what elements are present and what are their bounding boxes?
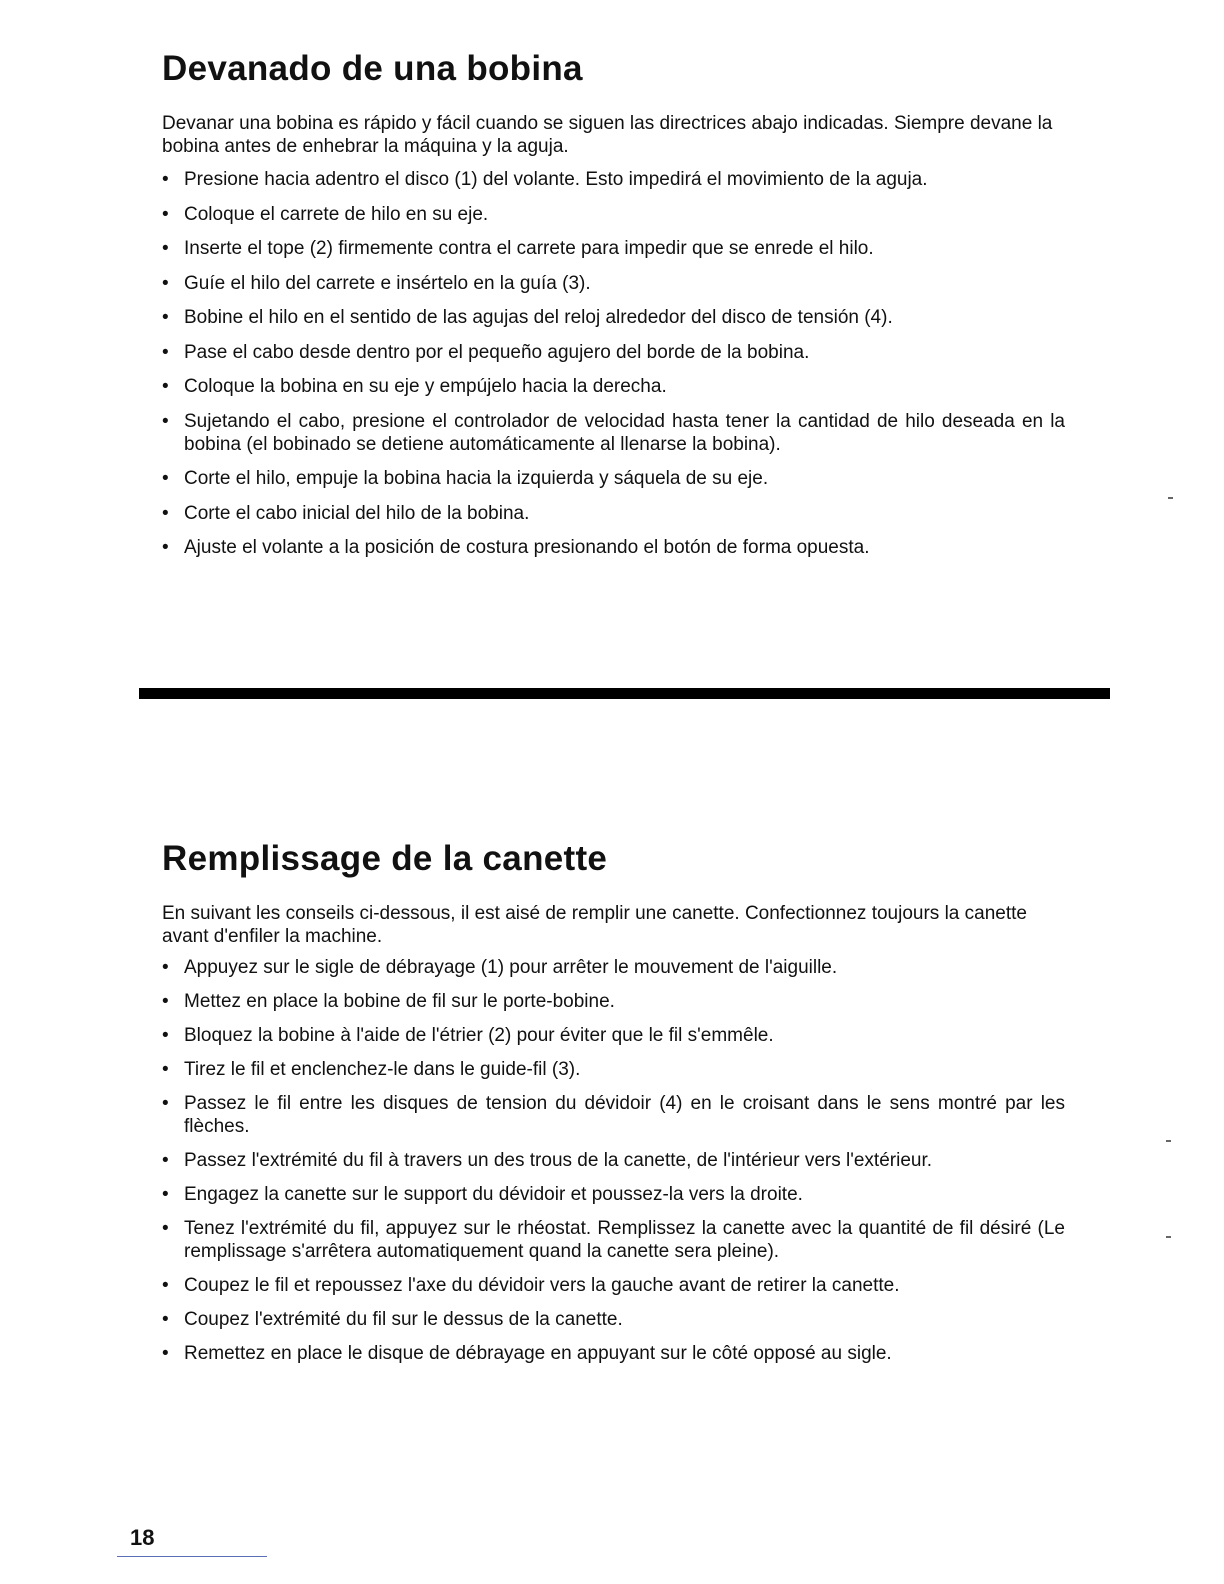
list-item-text: Passez l'extrémité du fil à travers un des trous de la canette, de l'intérieur vers l'extérieur. bbox=[184, 1150, 933, 1171]
bullet-icon: • bbox=[162, 1150, 169, 1171]
bullet-icon: • bbox=[162, 1275, 169, 1296]
scan-speck bbox=[1166, 1236, 1171, 1238]
page-footer-rule bbox=[117, 1556, 267, 1557]
list-item-text: Presione hacia adentro el disco (1) del volante. Esto impedirá el movimiento de la aguja. bbox=[184, 169, 928, 190]
list-item-text: Ajuste el volante a la posición de costura presionando el botón de forma opuesta. bbox=[184, 537, 870, 558]
list-item-text: Corte el cabo inicial del hilo de la bobina. bbox=[184, 502, 530, 524]
list-item-text: Mettez en place la bobine de fil sur le porte-bobine. bbox=[184, 991, 615, 1012]
list-item-text: Passez le fil entre les disques de tension du dévidoir (4) en le croisant dans le sens montré par les flèches. bbox=[184, 1093, 1065, 1137]
bullet-icon: • bbox=[162, 307, 169, 328]
spanish-title: Devanado de una bobina bbox=[162, 49, 583, 88]
list-item bbox=[160, 272, 1065, 295]
bullet-icon: • bbox=[162, 991, 169, 1012]
bullet-icon: • bbox=[162, 957, 169, 978]
list-item-text: Inserte el tope (2) firmemente contra el carrete para impedir que se enrede el hilo. bbox=[184, 238, 874, 259]
list-item bbox=[160, 341, 1065, 364]
bullet-icon: • bbox=[162, 238, 169, 259]
scan-speck bbox=[1166, 1140, 1171, 1142]
bullet-icon: • bbox=[162, 272, 169, 294]
spanish-section bbox=[160, 48, 1065, 571]
bullet-icon: • bbox=[162, 537, 169, 558]
list-item-text: Corte el hilo, empuje la bobina hacia la izquierda y sáquela de su eje. bbox=[184, 468, 769, 489]
list-item-text: Appuyez sur le sigle de débrayage (1) pour arrêter le mouvement de l'aiguille. bbox=[184, 957, 838, 978]
list-item bbox=[160, 1183, 1065, 1206]
list-item-text: Pase el cabo desde dentro por el pequeño agujero del borde de la bobina. bbox=[184, 341, 810, 363]
list-item bbox=[160, 502, 1065, 525]
bullet-icon: • bbox=[162, 341, 169, 363]
list-item bbox=[160, 168, 1065, 191]
list-item-text: Coupez l'extrémité du fil sur le dessus de la canette. bbox=[184, 1309, 623, 1330]
bullet-icon: • bbox=[162, 1184, 169, 1205]
list-item bbox=[160, 990, 1065, 1013]
bullet-icon: • bbox=[162, 203, 169, 225]
list-item bbox=[160, 536, 1065, 559]
list-item bbox=[160, 375, 1065, 398]
french-title: Remplissage de la canette bbox=[162, 839, 608, 878]
list-item bbox=[160, 1058, 1065, 1081]
list-item bbox=[160, 467, 1065, 490]
list-item bbox=[160, 410, 1065, 456]
bullet-icon: • bbox=[162, 1059, 169, 1080]
list-item bbox=[160, 1217, 1065, 1263]
list-item bbox=[160, 203, 1065, 226]
list-item-text: Coupez le fil et repoussez l'axe du dévidoir vers la gauche avant de retirer la canette. bbox=[184, 1275, 900, 1296]
french-intro: En suivant les conseils ci-dessous, il est aisé de remplir une canette. Confectionnez toujours la canette avant d'enfiler la machine. bbox=[162, 903, 1027, 947]
page-number: 18 bbox=[130, 1525, 155, 1550]
scan-speck bbox=[1168, 497, 1173, 499]
list-item-text: Bobine el hilo en el sentido de las agujas del reloj alrededor del disco de tensión (4). bbox=[184, 307, 893, 328]
list-item-text: Tirez le fil et enclenchez-le dans le guide-fil (3). bbox=[184, 1059, 581, 1080]
bullet-icon: • bbox=[162, 1218, 169, 1239]
bullet-icon: • bbox=[162, 410, 169, 432]
list-item bbox=[160, 1342, 1065, 1365]
bullet-icon: • bbox=[162, 1309, 169, 1330]
french-instruction-list bbox=[160, 956, 1065, 1365]
spanish-intro: Devanar una bobina es rápido y fácil cuando se siguen las directrices abajo indicadas. Siempre devane la bobina antes de enhebrar la máquina y la aguja. bbox=[162, 113, 1053, 157]
list-item-text: Coloque la bobina en su eje y empújelo hacia la derecha. bbox=[184, 376, 667, 397]
bullet-icon: • bbox=[162, 169, 169, 190]
list-item bbox=[160, 1274, 1065, 1297]
list-item bbox=[160, 237, 1065, 260]
list-item-text: Remettez en place le disque de débrayage en appuyant sur le côté opposé au sigle. bbox=[184, 1343, 892, 1364]
bullet-icon: • bbox=[162, 1093, 169, 1114]
list-item-text: Engagez la canette sur le support du dévidoir et poussez-la vers la droite. bbox=[184, 1184, 803, 1205]
list-item bbox=[160, 956, 1065, 979]
list-item-text: Guíe el hilo del carrete e insértelo en la guía (3). bbox=[184, 272, 591, 294]
list-item bbox=[160, 1024, 1065, 1047]
list-item-text: Tenez l'extrémité du fil, appuyez sur le rhéostat. Remplissez la canette avec la quantité de fil désiré (Le remplissage s'arrêtera automatiquement quand la canette sera pleine). bbox=[184, 1218, 1065, 1262]
section-divider bbox=[139, 688, 1110, 699]
list-item-text: Bloquez la bobine à l'aide de l'étrier (2) pour éviter que le fil s'emmêle. bbox=[184, 1025, 774, 1046]
bullet-icon: • bbox=[162, 502, 169, 524]
bullet-icon: • bbox=[162, 1343, 169, 1364]
list-item bbox=[160, 306, 1065, 329]
list-item bbox=[160, 1308, 1065, 1331]
bullet-icon: • bbox=[162, 468, 169, 489]
list-item-text: Coloque el carrete de hilo en su eje. bbox=[184, 203, 489, 225]
list-item-text: Sujetando el cabo, presione el controlador de velocidad hasta tener la cantidad de hilo deseada en la bobina (el bobinado se detiene automáticamente al llenarse la bobina). bbox=[184, 410, 1065, 455]
spanish-instruction-list bbox=[160, 168, 1065, 559]
french-section bbox=[160, 838, 1065, 1376]
list-item bbox=[160, 1149, 1065, 1172]
bullet-icon: • bbox=[162, 376, 169, 397]
bullet-icon: • bbox=[162, 1025, 169, 1046]
list-item bbox=[160, 1092, 1065, 1138]
